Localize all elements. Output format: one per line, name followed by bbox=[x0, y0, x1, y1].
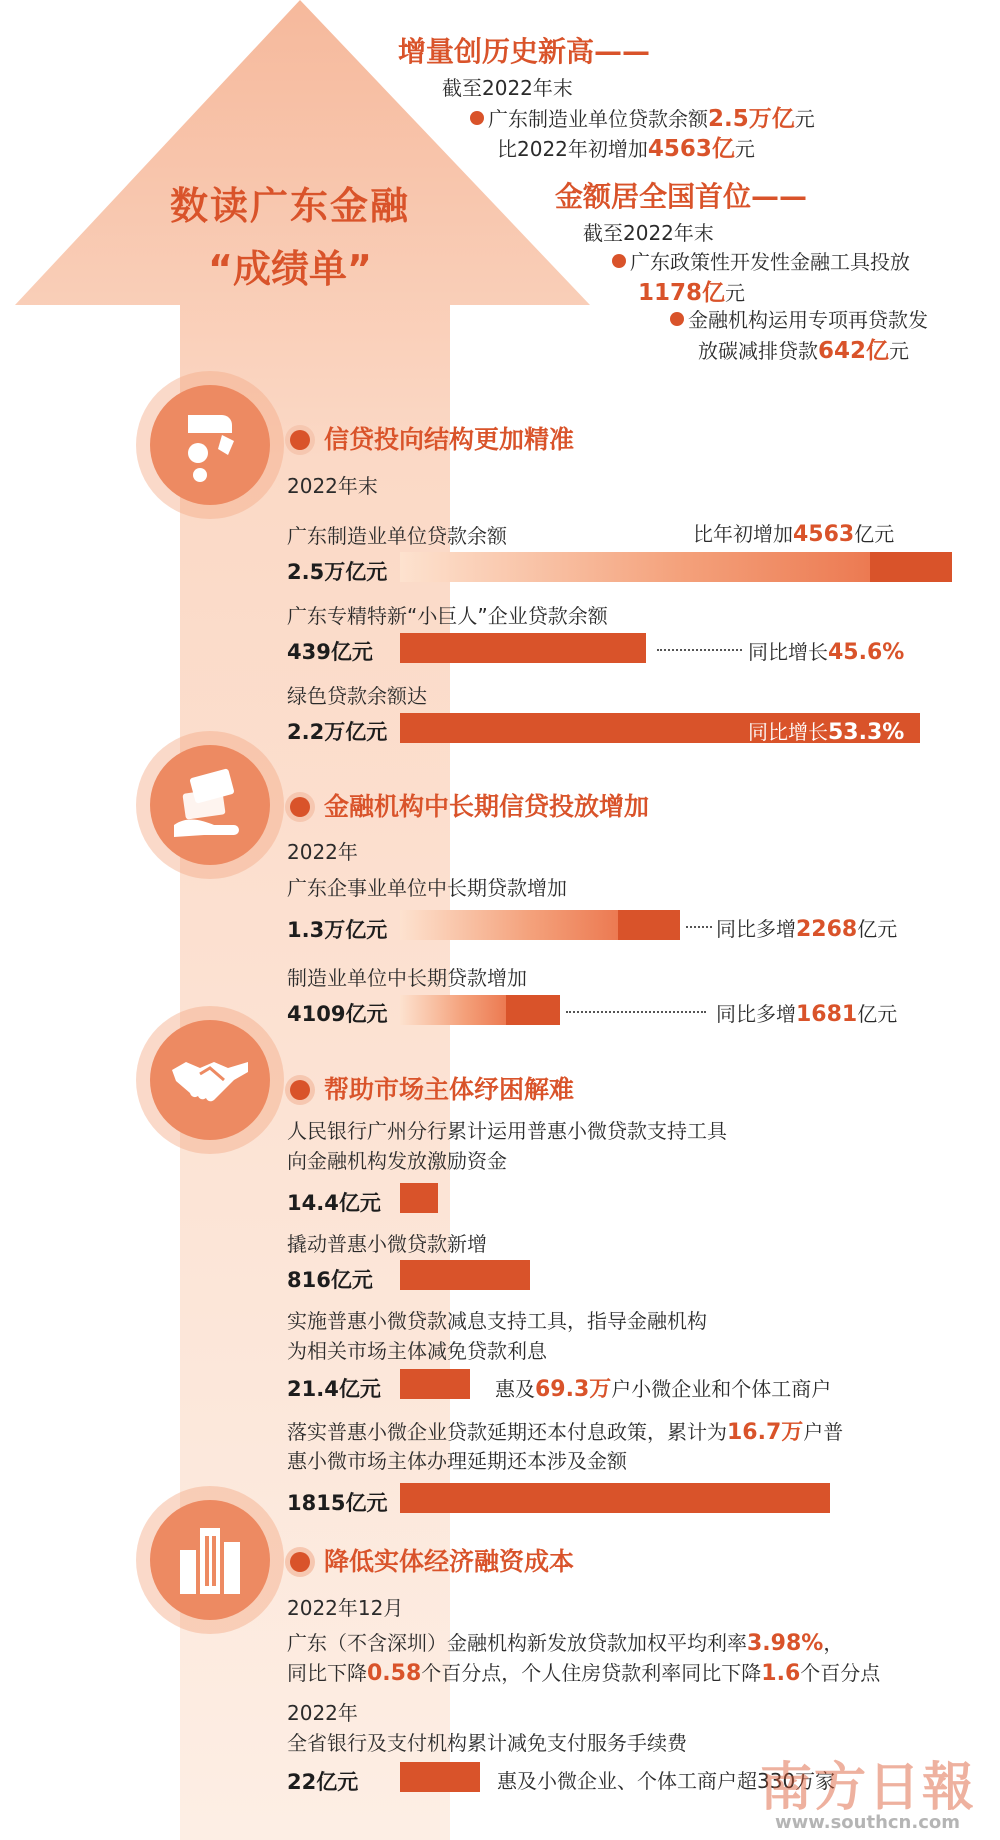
s2-row2-bar-base bbox=[400, 995, 506, 1025]
s4-line2-text-a: 同比下降 bbox=[287, 1661, 367, 1685]
s3-row4-value: 1815亿元 bbox=[287, 1491, 388, 1515]
s4-line1 bbox=[287, 1627, 843, 1656]
section1-title bbox=[290, 420, 574, 456]
s1-row1-label: 广东制造业单位贷款余额 bbox=[287, 524, 507, 548]
s3-row1-bar bbox=[400, 1183, 438, 1213]
s3-row4-label1b: 户普 bbox=[803, 1420, 844, 1444]
s2-row1-value: 1.3万亿元 bbox=[287, 918, 388, 942]
s1-row2-value: 439亿元 bbox=[287, 640, 373, 664]
s4-row-note: 惠及小微企业、个体工商户超330万家 bbox=[497, 1769, 836, 1793]
section4-date1: 2022年12月 bbox=[287, 1596, 404, 1620]
s1-row3-note bbox=[748, 716, 904, 745]
highlight2-item2-text1: 金融机构运用专项再贷款发 bbox=[688, 308, 928, 332]
s2-row1-note-value: 2268 bbox=[796, 917, 858, 942]
s1-row1-bar-increase bbox=[870, 552, 952, 582]
s3-row4-label1-value: 16.7万 bbox=[727, 1420, 804, 1445]
section2-title bbox=[290, 787, 649, 823]
s1-row3-note-text: 同比增长 bbox=[748, 720, 828, 744]
s2-row1-note-suffix: 亿元 bbox=[857, 917, 898, 941]
s4-line2-value2: 1.6 bbox=[761, 1661, 801, 1686]
s1-row1-note bbox=[693, 518, 894, 547]
title-bullet bbox=[290, 1080, 310, 1100]
s1-row1-value: 2.5万亿元 bbox=[287, 560, 388, 584]
handshake-icon bbox=[150, 1020, 270, 1140]
title-bullet bbox=[290, 430, 310, 450]
s1-row2-note-value: 45.6% bbox=[828, 640, 905, 665]
s2-row2-note-suffix: 亿元 bbox=[857, 1002, 898, 1026]
section3-title bbox=[290, 1070, 574, 1106]
s2-row2-note-value: 1681 bbox=[796, 1002, 858, 1027]
s1-row2-note bbox=[748, 636, 904, 665]
s2-row2-leader bbox=[566, 1011, 706, 1013]
bullet-dot bbox=[470, 111, 484, 125]
highlight2-item2-line2 bbox=[698, 332, 909, 365]
s4-row-bar bbox=[400, 1762, 480, 1792]
s3-row3-label1: 实施普惠小微贷款减息支持工具，指导金融机构 bbox=[287, 1309, 707, 1333]
s3-row4-bar bbox=[400, 1483, 830, 1513]
s2-row1-bar-base bbox=[400, 910, 618, 940]
s1-row3-label: 绿色贷款余额达 bbox=[287, 684, 427, 708]
s3-row4-label1a: 落实普惠小微企业贷款延期还本付息政策，累计为 bbox=[287, 1420, 727, 1444]
s4-line2-text-c: 个百分点 bbox=[800, 1661, 881, 1685]
s2-row1-leader bbox=[686, 926, 712, 928]
s1-row2-note-text: 同比增长 bbox=[748, 640, 828, 664]
highlight2-item2-text2: 放碳减排贷款 bbox=[698, 339, 818, 363]
newspaper-logo: 南方日報 bbox=[760, 1757, 977, 1818]
s4-line1-text: 广东（不含深圳）金融机构新发放贷款加权平均利率 bbox=[287, 1631, 747, 1655]
s4-line2 bbox=[287, 1657, 880, 1686]
s3-row1-label2: 向金融机构发放激励资金 bbox=[287, 1149, 507, 1173]
s3-row3-value: 21.4亿元 bbox=[287, 1377, 381, 1401]
s1-row1-note-value: 4563 bbox=[793, 522, 855, 547]
s2-row1-label: 广东企事业单位中长期贷款增加 bbox=[287, 876, 567, 900]
page-title bbox=[160, 175, 420, 293]
buildings-icon bbox=[150, 1500, 270, 1620]
s3-row3-label2: 为相关市场主体减免贷款利息 bbox=[287, 1339, 547, 1363]
section3-title-text: 帮助市场主体纾困解难 bbox=[324, 1075, 575, 1104]
highlight1-line1-suffix: 元 bbox=[794, 107, 815, 131]
s3-row3-bar bbox=[400, 1369, 470, 1399]
s4-line3: 全省银行及支付机构累计减免支付服务手续费 bbox=[287, 1731, 687, 1755]
s3-row3-note bbox=[495, 1372, 831, 1403]
s2-row1-note bbox=[716, 913, 897, 942]
s3-row2-bar bbox=[400, 1260, 530, 1290]
s4-line2-value1: 0.58 bbox=[367, 1661, 422, 1686]
highlight2-date: 截至2022年末 bbox=[583, 221, 714, 245]
highlight2-item2 bbox=[670, 304, 928, 333]
s1-row2-label: 广东专精特新“小巨人”企业贷款余额 bbox=[287, 604, 608, 628]
s2-row2-label: 制造业单位中长期贷款增加 bbox=[287, 966, 527, 990]
s1-row3-note-value: 53.3% bbox=[828, 720, 905, 745]
s4-line1-suffix: ， bbox=[823, 1631, 844, 1655]
s2-row2-value: 4109亿元 bbox=[287, 1002, 388, 1026]
s3-row4-label1 bbox=[287, 1415, 843, 1446]
s3-row2-value: 816亿元 bbox=[287, 1268, 373, 1292]
s2-row2-bar-increase bbox=[506, 995, 560, 1025]
s3-row3-note-text1: 惠及 bbox=[495, 1377, 535, 1401]
s1-row1-note-suffix: 亿元 bbox=[854, 522, 895, 546]
highlight1-line1 bbox=[470, 100, 815, 133]
highlight2-heading: 金额居全国首位—— bbox=[555, 180, 808, 213]
hand-money-icon bbox=[150, 745, 270, 865]
s2-row1-note-text: 同比多增 bbox=[716, 917, 796, 941]
section2-date: 2022年 bbox=[287, 840, 358, 864]
highlight2-item1-value-line bbox=[638, 274, 745, 307]
s4-line2-text-b: 个百分点，个人住房贷款利率同比下降 bbox=[421, 1661, 762, 1685]
highlight2-item1-text: 广东政策性开发性金融工具投放 bbox=[630, 250, 910, 274]
section1-date: 2022年末 bbox=[287, 474, 378, 498]
title-bullet bbox=[290, 1552, 310, 1572]
s3-row2-label: 撬动普惠小微贷款新增 bbox=[287, 1232, 487, 1256]
bullet-dot bbox=[670, 312, 684, 326]
highlight2-item2-suffix: 元 bbox=[889, 339, 910, 363]
s3-row1-value: 14.4亿元 bbox=[287, 1191, 381, 1215]
hand-coins-icon bbox=[150, 385, 270, 505]
s3-row1-label1: 人民银行广州分行累计运用普惠小微贷款支持工具 bbox=[287, 1119, 727, 1143]
s3-row3-note-text2: 户小微企业和个体工商户 bbox=[611, 1377, 832, 1401]
highlight2-item1 bbox=[612, 246, 910, 275]
s2-row2-note bbox=[716, 998, 897, 1027]
section2-title-text: 金融机构中长期信贷投放增加 bbox=[324, 792, 650, 821]
highlight1-line2-value: 4563亿 bbox=[647, 136, 735, 162]
highlight1-line2-suffix: 元 bbox=[734, 137, 755, 161]
title-line2: “成绩单” bbox=[208, 247, 372, 291]
s1-row1-note-text: 比年初增加 bbox=[693, 522, 793, 546]
site-url: www.southcn.com bbox=[775, 1812, 961, 1833]
s1-row3-value: 2.2万亿元 bbox=[287, 720, 388, 744]
bullet-dot bbox=[612, 254, 626, 268]
s4-line1-value: 3.98% bbox=[747, 1631, 824, 1656]
highlight1-date: 截至2022年末 bbox=[442, 76, 573, 100]
s1-row1-bar-base bbox=[400, 552, 870, 582]
highlight2-item2-value: 642亿 bbox=[818, 338, 890, 364]
s1-row2-leader bbox=[657, 649, 742, 651]
s2-row1-bar-increase bbox=[618, 910, 680, 940]
highlight1-line2 bbox=[497, 130, 755, 163]
highlight1-heading: 增量创历史新高—— bbox=[398, 35, 651, 68]
highlight2-item1-suffix: 元 bbox=[725, 281, 746, 305]
highlight1-line1-value: 2.5万亿 bbox=[708, 106, 795, 132]
highlight1-line1-text: 广东制造业单位贷款余额 bbox=[488, 107, 708, 131]
s4-row-value: 22亿元 bbox=[287, 1770, 359, 1794]
section4-date2: 2022年 bbox=[287, 1701, 358, 1725]
section4-title-text: 降低实体经济融资成本 bbox=[324, 1547, 575, 1576]
title-bullet bbox=[290, 797, 310, 817]
s3-row3-note-value: 69.3万 bbox=[535, 1377, 612, 1402]
s3-row4-label2: 惠小微市场主体办理延期还本涉及金额 bbox=[287, 1449, 627, 1473]
highlight2-item1-value: 1178亿 bbox=[638, 280, 726, 306]
highlight1-line2-text: 比2022年初增加 bbox=[497, 137, 648, 161]
title-line1: 数读广东金融 bbox=[169, 184, 410, 228]
s1-row2-bar bbox=[400, 633, 646, 663]
section4-title bbox=[290, 1542, 574, 1578]
s2-row2-note-text: 同比多增 bbox=[716, 1002, 796, 1026]
section1-title-text: 信贷投向结构更加精准 bbox=[324, 425, 575, 454]
